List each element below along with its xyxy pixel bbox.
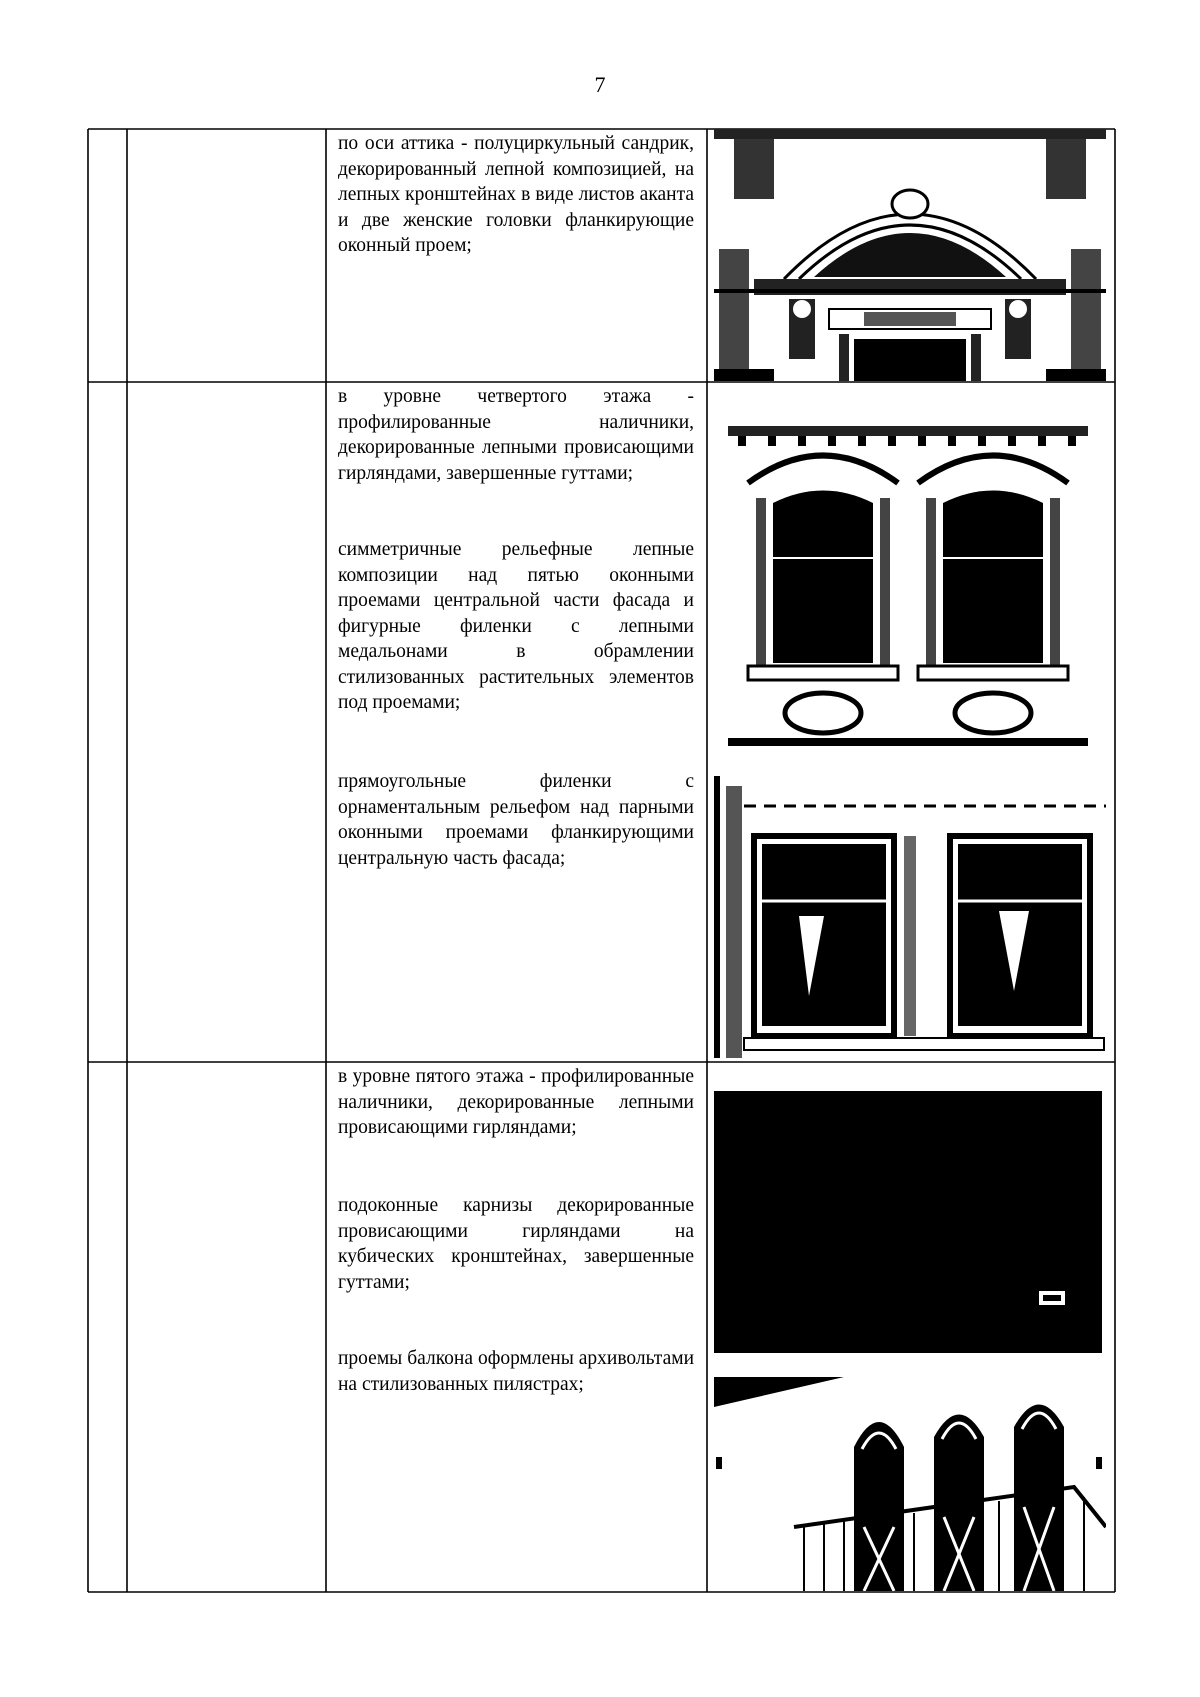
row-1-description xyxy=(338,131,694,259)
fourth-floor-windows-photo xyxy=(728,408,1088,753)
row-2-description xyxy=(338,384,694,486)
balcony-arches-photo xyxy=(714,1377,1106,1591)
row-3-description xyxy=(338,1064,694,1141)
row-1-paragraph-1: по оси аттика - полуциркульный сандрик, декорированный лепной композицией, на лепных кронштейнах в виде листов аканта и две женские головки фланкирующие оконный проем; xyxy=(338,133,694,256)
row-2-description-b xyxy=(338,537,694,716)
row-3-paragraph-2: подоконные карнизы декорированные провисающими гирляндами на кубических кронштейнах, завершенные гуттами; xyxy=(338,1195,694,1293)
page-number: 7 xyxy=(594,72,606,97)
fifth-floor-dark-photo xyxy=(714,1091,1102,1353)
row-2-paragraph-1: в уровне четвертого этажа - профилированные наличники, декорированные лепными провисающими гирляндами, завершенные гуттами; xyxy=(338,386,694,484)
row-3-description-c xyxy=(338,1346,694,1397)
paired-windows-photo xyxy=(714,776,1106,1058)
row-3-paragraph-3: проемы балкона оформлены архивольтами на стилизованных пилястрах; xyxy=(338,1348,694,1395)
row-2-paragraph-3: прямоугольные филенки с орнаментальным рельефом над парными оконными проемами фланкирующими центральную часть фасада; xyxy=(338,771,694,869)
row-3-description-b xyxy=(338,1193,694,1295)
attic-window-photo xyxy=(714,129,1106,381)
row-2-description-c xyxy=(338,769,694,871)
row-3-paragraph-1: в уровне пятого этажа - профилированные наличники, декорированные лепными провисающими гирляндами; xyxy=(338,1066,694,1138)
row-2-paragraph-2: симметричные рельефные лепные композиции над пятью оконными проемами центральной части фасада и фигурные филенки с лепными медальонами в обрамлении стилизованных растительных элементов под проемами; xyxy=(338,539,694,713)
